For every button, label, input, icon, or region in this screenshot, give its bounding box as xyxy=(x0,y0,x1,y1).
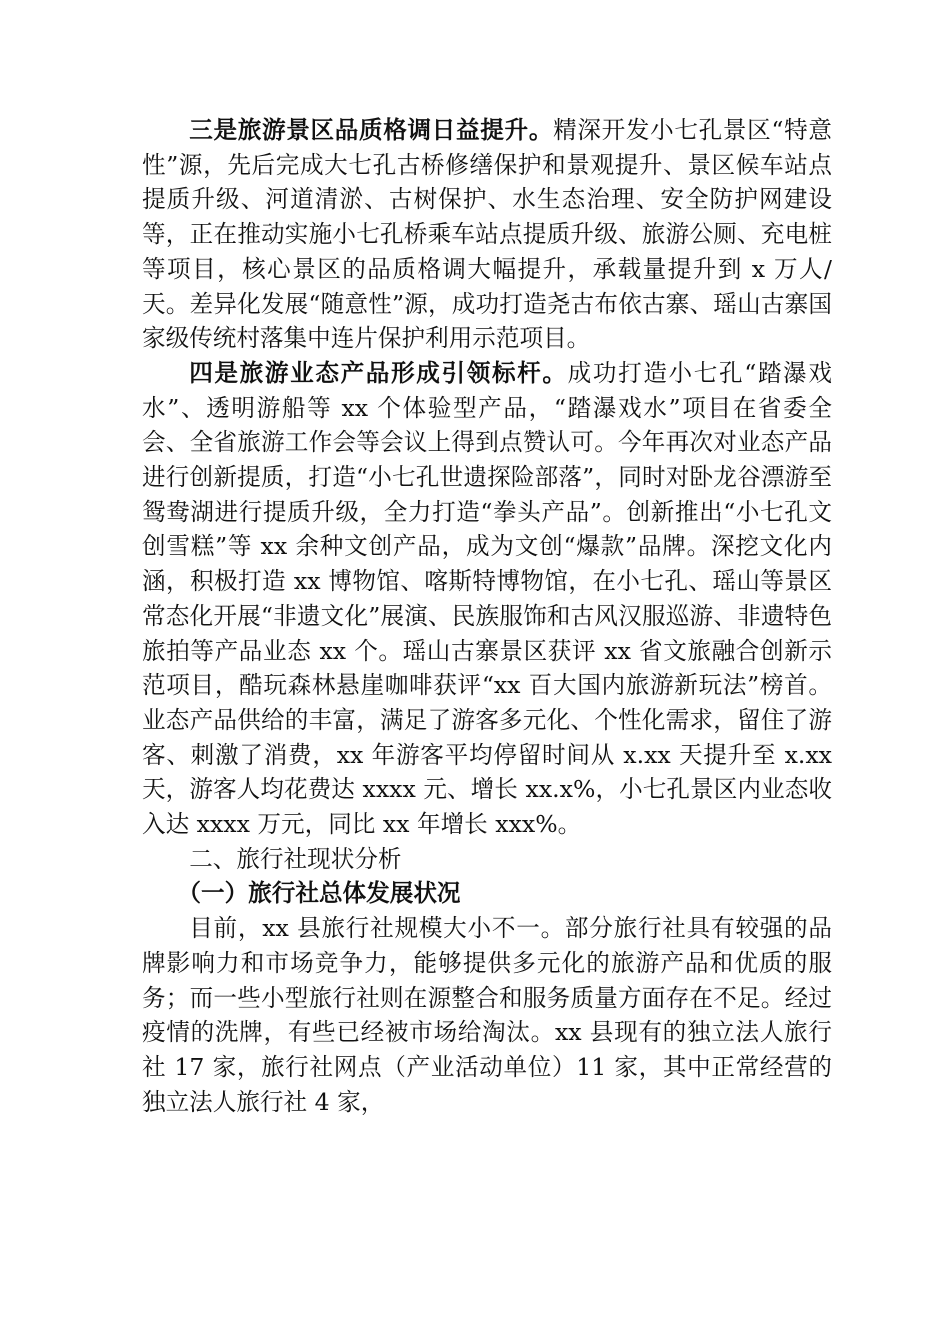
paragraph-text: 成功打造小七孔“踏瀑戏水”、透明游船等 xx 个体验型产品，“踏瀑戏水”项目在省委全会、全省旅游工作会等会议上得到点赞认可。今年再次对业态产品进行创新提质，打造“小七孔世遗探险部落”，同时对卧龙谷漂游至鸳鸯湖进行提质升级，全力打造“拳头产品”。创新推出“小七孔文创雪糕”等 xx 余种文创产品，成为文创“爆款”品牌。深挖文化内涵，积极打造 xx 博物馆、喀斯特博物馆，在小七孔、瑶山等景区常态化开展“非遗文化”展演、民族服饰和古风汉服巡游、非遗特色旅拍等产品业态 xx 个。瑶山古寨景区获评 xx 省文旅融合创新示范项目，酷玩森林悬崖咖啡获评“xx 百大国内旅游新玩法”榜首。业态产品供给的丰富，满足了游客多元化、个性化需求，留住了游客、刺激了消费，xx 年游客平均停留时间从 x.xx 天提升至 x.xx 天，游客人均花费达 xxxx 元、增长 xx.x%，小七孔景区内业态收入达 xxxx 万元，同比 xx 年增长 xxx%。 xyxy=(142,358,833,839)
paragraph-scenic-quality xyxy=(142,113,832,356)
document-body xyxy=(142,113,832,1119)
paragraph-text: 精深开发小七孔景区“特意性”源，先后完成大七孔古桥修缮保护和景观提升、景区候车站点提质升级、河道清淤、古树保护、水生态治理、安全防护网建设等，正在推动实施小七孔桥乘车站点提质升级、旅游公厕、充电桩等项目，核心景区的品质格调大幅提升，承载量提升到 x 万人/天。差异化发展“随意性”源，成功打造尧古布依古寨、瑶山古寨国家级传统村落集中连片保护利用示范项目。 xyxy=(142,116,833,353)
paragraph-lead: 三是旅游景区品质格调日益提升。 xyxy=(189,116,554,144)
paragraph-agency-status xyxy=(142,911,832,1119)
subsection-heading: （一）旅行社总体发展状况 xyxy=(177,879,461,908)
paragraph-product-benchmark xyxy=(142,356,832,842)
paragraph-text: 目前，xx 县旅行社规模大小不一。部分旅行社具有较强的品牌影响力和市场竞争力，能够提供多元化的旅游产品和优质的服务；而一些小型旅行社则在源整合和服务质量方面存在不足。经过疫情的洗牌，有些已经被市场给淘汰。xx 县现有的独立法人旅行社 17 家，旅行社网点（产业活动单位）11 家，其中正常经营的独立法人旅行社 4 家， xyxy=(142,914,832,1116)
paragraph-lead: 四是旅游业态产品形成引领标杆。 xyxy=(189,358,568,387)
section-heading: 二、旅行社现状分析 xyxy=(189,844,402,873)
